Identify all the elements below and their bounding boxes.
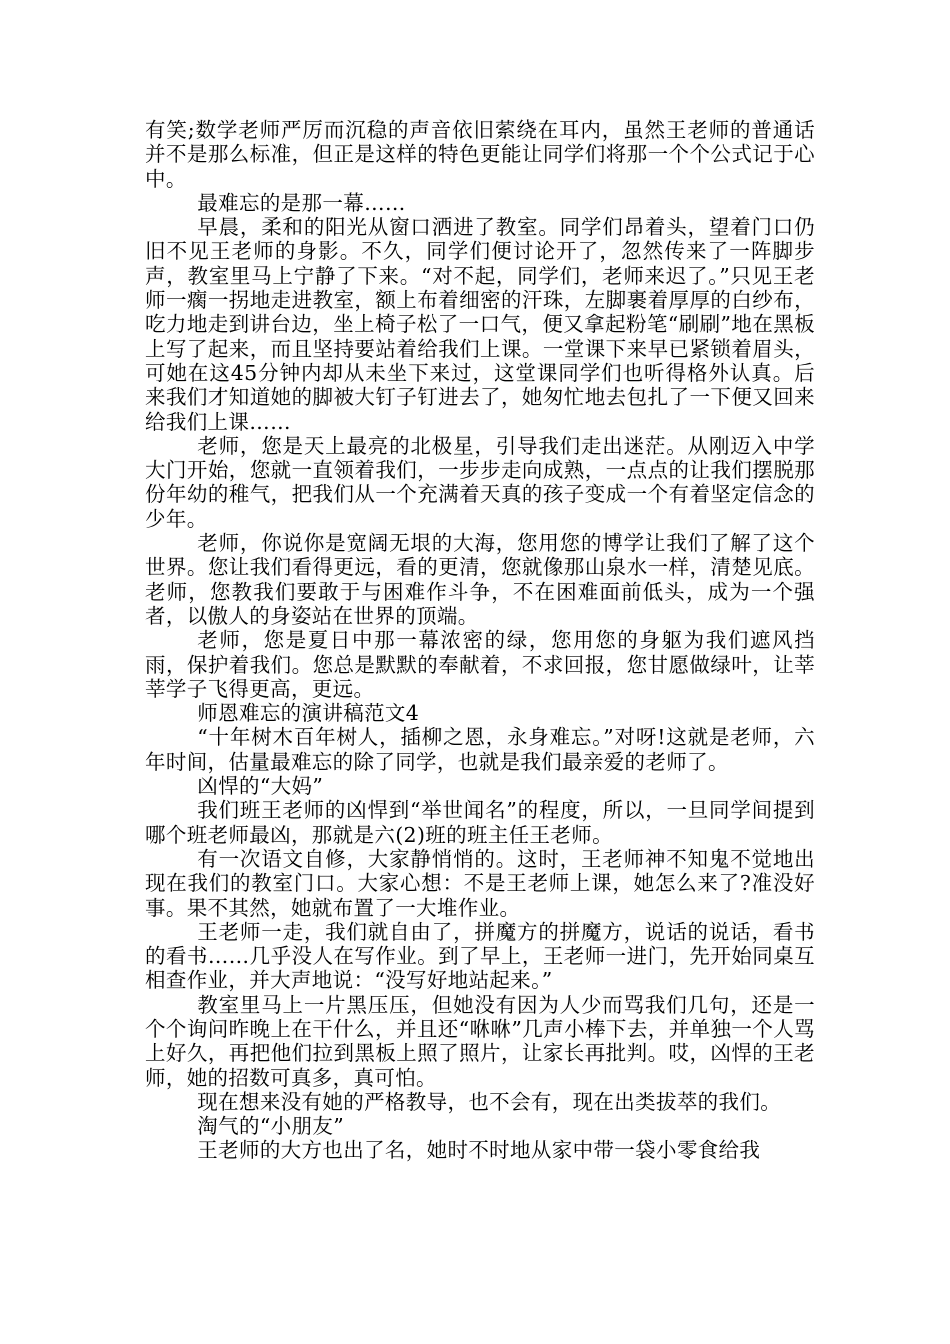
paragraph-16: 王老师的大方也出了名，她时不时地从家中带一袋小零食给我 <box>197 1138 761 1163</box>
paragraph-13: 教室里马上一片黑压压，但她没有因为人少而骂我们几句，还是一个个询问昨晚上在干什么，并且还“咻咻”几声小棒下去，并单独一个人骂上好久，再把他们拉到黑板上照了照片，让家长再批判。哎，凶悍的王老师，她的招数可真多，真可怕。 <box>145 992 815 1090</box>
paragraph-3: 早晨，柔和的阳光从窗口洒进了教室。同学们昂着头，望着门口仍旧不见王老师的身影。不久，同学们便讨论开了，忽然传来了一阵脚步声，教室里马上宁静了下来。“对不起，同学们，老师来迟了。”只见王老师一瘸一拐地走进教室，额上布着细密的汗珠，左脚裹着厚厚的白纱布，吃力地走到讲台边，坐上椅子松了一口气，便又拿起粉笔“刷刷”地在黑板上写了起来，而且坚持要站着给我们上课。一堂课下来早已紧锁着眉头，可她在这45分钟内却从未坐下来过，这堂课同学们也听得格外认真。后来我们才知道她的脚被大钉子钉进去了，她匆忙地去包扎了一下便又回来给我们上课…… <box>145 215 815 434</box>
paragraph-11: 有一次语文自修，大家静悄悄的。这时，王老师神不知鬼不觉地出现在我们的教室门口。大家心想：不是王老师上课，她怎么来了?准没好事。果不其然，她就布置了一大堆作业。 <box>145 846 815 920</box>
paragraph-6: 老师，您是夏日中那一幕浓密的绿，您用您的身躯为我们遮风挡雨，保护着我们。您总是默默的奉献着，不求回报，您甘愿做绿叶，让莘莘学子飞得更高，更远。 <box>145 628 815 701</box>
paragraph-14: 现在想来没有她的严格教导，也不会有，现在出类拔萃的我们。 <box>197 1089 782 1114</box>
paragraph-10: 我们班王老师的凶悍到“举世闻名”的程度，所以，一旦同学间提到哪个班老师最凶，那就是六(2)班的班主任王老师。 <box>145 798 815 847</box>
paragraph-2: 最难忘的是那一幕…… <box>197 190 406 215</box>
subheading-kid: 淘气的“小朋友” <box>197 1114 345 1139</box>
paragraph-4: 老师，您是天上最亮的北极星，引导我们走出迷茫。从刚迈入中学大门开始，您就一直领着我们，一步步走向成熟，一点点的让我们摆脱那份年幼的稚气，把我们从一个充满着天真的孩子变成一个有着坚定信念的少年。 <box>145 433 815 531</box>
document-body <box>145 118 815 1163</box>
subheading-aunt: 凶悍的“大妈” <box>197 774 324 799</box>
paragraph-8: “十年树木百年树人，插柳之恩，永身难忘。”对呀!这就是老师，六年时间，估量最难忘的除了同学，也就是我们最亲爱的老师了。 <box>145 725 815 774</box>
paragraph-5: 老师，你说你是宽阔无垠的大海，您用您的博学让我们了解了这个世界。您让我们看得更远，看的更清，您就像那山泉水一样，清楚见底。老师，您教我们要敢于与困难作斗争，不在困难面前低头，成为一个强者，以傲人的身姿站在世界的顶端。 <box>145 531 815 628</box>
paragraph-12: 王老师一走，我们就自由了，拼魔方的拼魔方，说话的说话，看书的看书……几乎没人在写作业。到了早上，王老师一进门，先开始同桌互相查作业，并大声地说：“没写好地站起来。” <box>145 919 815 993</box>
paragraph-1: 有笑;数学老师严厉而沉稳的声音依旧萦绕在耳内，虽然王老师的普通话并不是那么标准，但正是这样的特色更能让同学们将那一个个公式记于心中。 <box>145 118 815 191</box>
section-heading-4: 师恩难忘的演讲稿范文4 <box>197 701 420 726</box>
